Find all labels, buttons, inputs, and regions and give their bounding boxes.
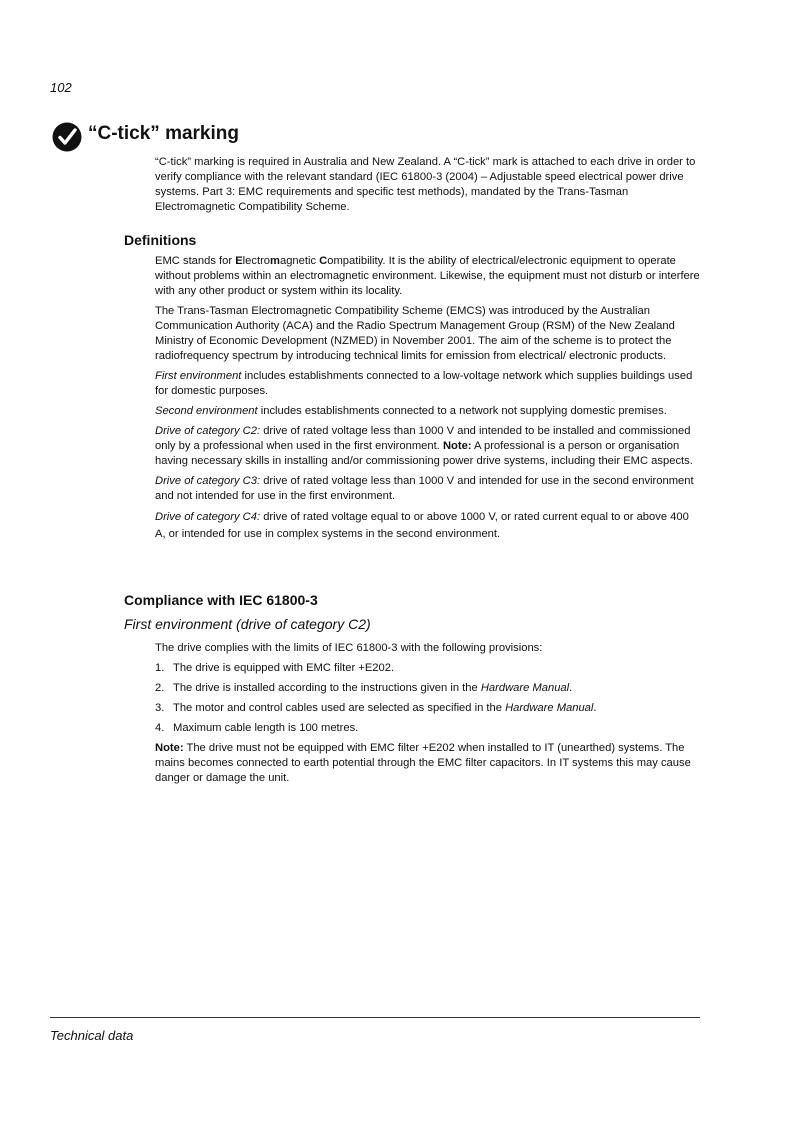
intro-section	[155, 155, 701, 220]
c-tick-mark-icon	[52, 122, 82, 152]
emc-definition: EMC stands for Electromagnetic Compatibility. It is the ability of electrical/electronic equipment to operate without problems within an electromagnetic environment. Likewise, the equipment must not disturb or interfere with any other product or system within its locality.	[155, 255, 700, 297]
footer-divider	[50, 1017, 700, 1018]
page-title: “C-tick” marking	[88, 123, 239, 144]
first-environment-definition: First environment includes establishments connected to a low-voltage network which supplies buildings used for domestic purposes.	[155, 370, 693, 397]
page-number: 102	[50, 80, 72, 95]
list-item: 1. The drive is equipped with EMC filter +E202.	[155, 662, 395, 674]
category-c4-definition: Drive of category C4: drive of rated voltage equal to or above 1000 V, or rated current equal to or above 400 A, or intended for use in complex systems in the second environment.	[155, 511, 689, 540]
list-item: 3. The motor and control cables used are selected as specified in the Hardware Manual.	[155, 702, 597, 714]
list-item: 4. Maximum cable length is 100 metres.	[155, 722, 359, 734]
second-environment-definition: Second environment includes establishments connected to a network not supplying domestic premises.	[155, 405, 667, 417]
provisions-list	[155, 661, 701, 736]
compliance-section	[155, 641, 701, 791]
intro-paragraph: “C-tick” marking is required in Australia and New Zealand. A “C-tick” mark is attached to each drive in order to verify compliance with the relevant standard (IEC 61800-3 (2004) – Adjustable speed electrical power drive systems. Part 3: EMC requirements and specific test methods), mandated by the Trans-Tasman Electromagnetic Compatibility Scheme.	[155, 156, 696, 213]
footer-section-label: Technical data	[50, 1028, 134, 1043]
list-item: 2. The drive is installed according to the instructions given in the Hardware Manual.	[155, 682, 573, 694]
category-c2-definition: Drive of category C2: drive of rated voltage less than 1000 V and intended to be installed and commissioned only by a professional when used in the first environment. Note: A professional is a person or organisation having necessary skills in installing and/or commissioning power drive systems, including their EMC aspects.	[155, 425, 693, 467]
category-c3-definition: Drive of category C3: drive of rated voltage less than 1000 V and intended for use in the second environment and not intended for use in the first environment.	[155, 475, 694, 502]
it-systems-note: Note: The drive must not be equipped with EMC filter +E202 when installed to IT (unearthed) systems. The mains becomes connected to earth potential through the EMC filter capacitors. In IT systems this may cause danger or damage the unit.	[155, 742, 691, 784]
definitions-section	[155, 254, 701, 548]
compliance-lead: The drive complies with the limits of IEC 61800-3 with the following provisions:	[155, 642, 543, 654]
emcs-definition: The Trans-Tasman Electromagnetic Compatibility Scheme (EMCS) was introduced by the Australian Communication Authority (ACA) and the Radio Spectrum Management Group (RSM) of the New Zealand Ministry of Economic Development (NZMED) in November 2001. The aim of the scheme is to protect the radiofrequency spectrum by introducing technical limits for emission from electrical/ electronic products.	[155, 305, 675, 362]
definitions-heading: Definitions	[124, 232, 197, 248]
first-environment-subheading: First environment (drive of category C2)	[124, 616, 371, 632]
compliance-heading: Compliance with IEC 61800-3	[124, 592, 318, 608]
